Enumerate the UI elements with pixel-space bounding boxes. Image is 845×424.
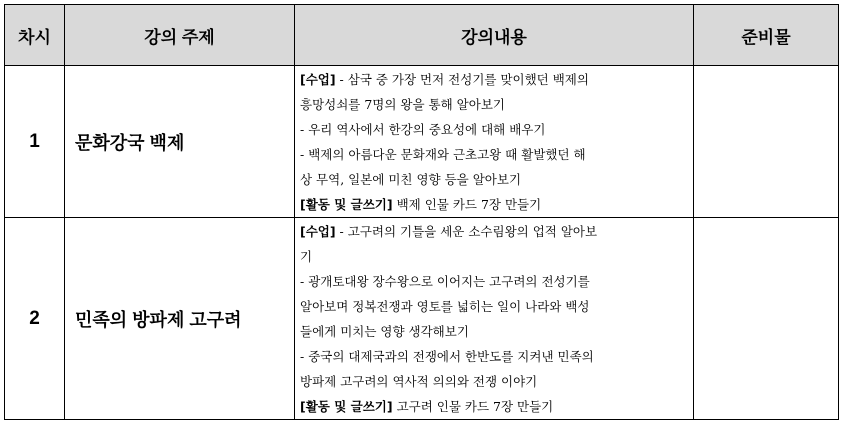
content-text: 상 무역, 일본에 미친 영향 등을 알아보기 <box>300 172 522 187</box>
content-text: - 백제의 아름다운 문화재와 근초고왕 때 활발했던 해 <box>300 147 586 162</box>
content-line <box>300 219 689 244</box>
content-text: 기 <box>300 249 313 264</box>
content-text: - 우리 역사에서 한강의 중요성에 대해 배우기 <box>300 122 546 137</box>
session-number: 2 <box>5 218 65 420</box>
content-text: - 중국의 대제국과의 전쟁에서 한반도를 지켜낸 민족의 <box>300 349 594 364</box>
header-row <box>5 5 839 66</box>
lecture-plan <box>4 4 838 420</box>
content-tag: [수업] <box>300 72 336 87</box>
lecture-table <box>4 4 839 420</box>
content-line <box>300 167 689 192</box>
content-text: 알아보며 정복전쟁과 영토를 넓히는 일이 나라와 백성 <box>300 299 590 314</box>
content-line <box>300 344 689 369</box>
content-text: 백제 인물 카드 7장 만들기 <box>392 197 542 212</box>
session-number: 1 <box>5 66 65 218</box>
content-text: 고구려 인물 카드 7장 만들기 <box>392 399 554 414</box>
activity-tag: [활동 및 글쓰기] <box>300 197 393 212</box>
content-line <box>300 142 689 167</box>
content-line <box>300 394 689 419</box>
content-tag: [수업] <box>300 224 336 239</box>
materials-cell <box>694 218 839 420</box>
content-line <box>300 92 689 117</box>
table-row <box>5 66 839 218</box>
content-line <box>300 294 689 319</box>
activity-tag: [활동 및 글쓰기] <box>300 399 393 414</box>
header-content: 강의내용 <box>295 5 694 66</box>
lecture-content <box>295 66 694 218</box>
content-text: - 고구려의 기틀을 세운 소수림왕의 업적 알아보 <box>335 224 598 239</box>
content-text: 방파제 고구려의 역사적 의의와 전쟁 이야기 <box>300 374 538 389</box>
table-row <box>5 218 839 420</box>
content-line <box>300 319 689 344</box>
content-line <box>300 244 689 269</box>
materials-cell <box>694 66 839 218</box>
content-line <box>300 67 689 92</box>
content-text: - 삼국 중 가장 먼저 전성기를 맞이했던 백제의 <box>335 72 589 87</box>
lecture-topic: 민족의 방파제 고구려 <box>65 218 295 420</box>
content-text: - 광개토대왕 장수왕으로 이어지는 고구려의 전성기를 <box>300 274 590 289</box>
content-line <box>300 369 689 394</box>
lecture-topic: 문화강국 백제 <box>65 66 295 218</box>
header-topic: 강의 주제 <box>65 5 295 66</box>
header-materials: 준비물 <box>694 5 839 66</box>
content-line <box>300 192 689 217</box>
content-line <box>300 269 689 294</box>
lecture-content <box>295 218 694 420</box>
content-line <box>300 117 689 142</box>
content-text: 들에게 미치는 영향 생각해보기 <box>300 324 469 339</box>
content-text: 흥망성쇠를 7명의 왕을 통해 알아보기 <box>300 97 505 112</box>
header-session: 차시 <box>5 5 65 66</box>
